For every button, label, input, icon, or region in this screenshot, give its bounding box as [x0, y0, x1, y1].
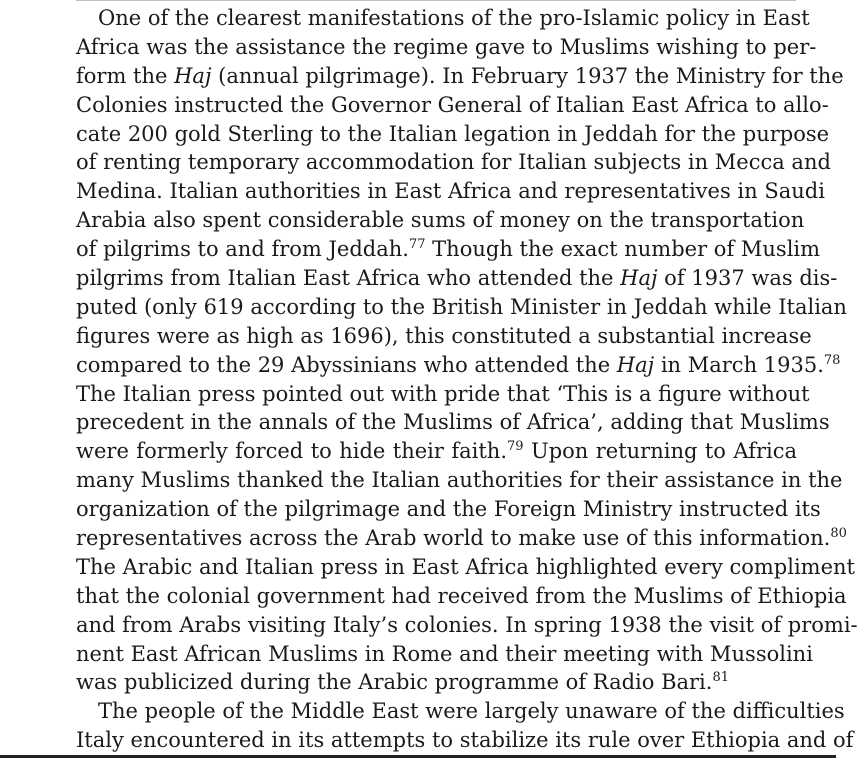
text-line: [76, 668, 797, 697]
text-run: of renting temporary accommodation for Italian subjects in Mecca and: [76, 150, 831, 175]
text-line: [76, 293, 847, 322]
text-line: [76, 322, 812, 351]
text-run: organization of the pilgrimage and the Foreign Ministry instructed its: [76, 497, 821, 522]
text-run: and from Arabs visiting Italy’s colonies. In spring 1938 the visit of promi-: [76, 612, 858, 637]
paragraph-1: [76, 4, 858, 697]
body-text: [76, 4, 858, 755]
text-run: were formerly forced to hide their faith.: [76, 439, 508, 464]
text-run: figures were as high as 1696), this constituted a substantial increase: [76, 323, 812, 348]
text-run: of pilgrims to and from Jeddah.: [76, 237, 409, 262]
text-line: [76, 148, 831, 177]
footnote-ref: 80: [830, 526, 847, 542]
text-line: [76, 640, 813, 669]
text-line: [76, 351, 841, 380]
text-line: [76, 4, 810, 33]
text-line: [76, 466, 843, 495]
text-line: [76, 62, 844, 91]
italic-term: Haj: [620, 266, 658, 291]
footnote-ref: 78: [823, 352, 841, 368]
text-line: [76, 264, 838, 293]
text-line: [76, 177, 825, 206]
text-run: Though the exact number of Muslim: [425, 237, 821, 262]
text-run: representatives across the Arab world to make use of this information.: [76, 526, 831, 551]
text-line: [76, 33, 817, 62]
footnote-ref: 79: [507, 439, 524, 455]
text-run: of 1937 was dis-: [657, 266, 838, 291]
italic-term: Haj: [616, 352, 655, 377]
paragraph-2: [76, 697, 854, 755]
text-run: puted (only 619 according to the British Minister in Jeddah while Italian: [76, 294, 847, 319]
text-run: One of the clearest manifestations of the pro-Islamic policy in East: [98, 6, 810, 30]
text-run: was publicized during the Arabic programme of Radio Bari.: [76, 670, 713, 695]
footnote-ref: 81: [712, 670, 729, 686]
text-run: that the colonial government had received from the Muslims of Ethiopia: [76, 583, 847, 608]
text-line: [76, 91, 829, 120]
text-line: [76, 726, 854, 755]
text-run: Africa was the assistance the regime gave to Muslims wishing to per-: [76, 34, 817, 59]
text-run: nent East African Muslims in Rome and their meeting with Mussolini: [76, 641, 813, 666]
footnote-ref: 77: [408, 237, 426, 253]
text-run: The people of the Middle East were largely unaware of the difficulties: [98, 699, 845, 724]
text-line: [76, 380, 810, 409]
text-line: [76, 408, 830, 437]
text-line: [76, 437, 797, 466]
text-run: in March 1935.: [654, 352, 824, 377]
text-run: (annual pilgrimage). In February 1937 the Ministry for the: [211, 63, 844, 88]
text-run: Arabia also spent considerable sums of money on the transportation: [76, 208, 805, 233]
text-run: Italy encountered in its attempts to stabilize its rule over Ethiopia and of: [76, 728, 854, 753]
text-run: The Arabic and Italian press in East Africa highlighted every compliment: [76, 554, 855, 579]
text-run: form the: [76, 63, 175, 88]
text-line: [76, 235, 821, 264]
text-run: compared to the 29 Abyssinians who attended the: [76, 352, 617, 377]
text-run: The Italian press pointed out with pride that ‘This is a figure without: [76, 381, 810, 406]
text-line: [76, 524, 847, 553]
text-line: [76, 582, 847, 611]
text-line: [76, 120, 830, 149]
text-line: [76, 553, 855, 582]
text-run: pilgrims from Italian East Africa who attended the: [76, 266, 621, 291]
text-line: [76, 611, 858, 640]
text-run: Colonies instructed the Governor General of Italian East Africa to allo-: [76, 92, 829, 117]
text-line: [76, 206, 805, 235]
text-run: many Muslims thanked the Italian authorities for their assistance in the: [76, 468, 843, 493]
text-line: [76, 697, 845, 726]
text-run: Upon returning to Africa: [523, 439, 797, 464]
cut-off-text-edge: [76, 0, 796, 1]
text-run: Medina. Italian authorities in East Africa and representatives in Saudi: [76, 179, 825, 204]
text-run: precedent in the annals of the Muslims of Africa’, adding that Muslims: [76, 410, 830, 435]
text-line: [76, 495, 821, 524]
text-run: cate 200 gold Sterling to the Italian legation in Jeddah for the purpose: [76, 121, 830, 146]
italic-term: Haj: [174, 63, 212, 88]
